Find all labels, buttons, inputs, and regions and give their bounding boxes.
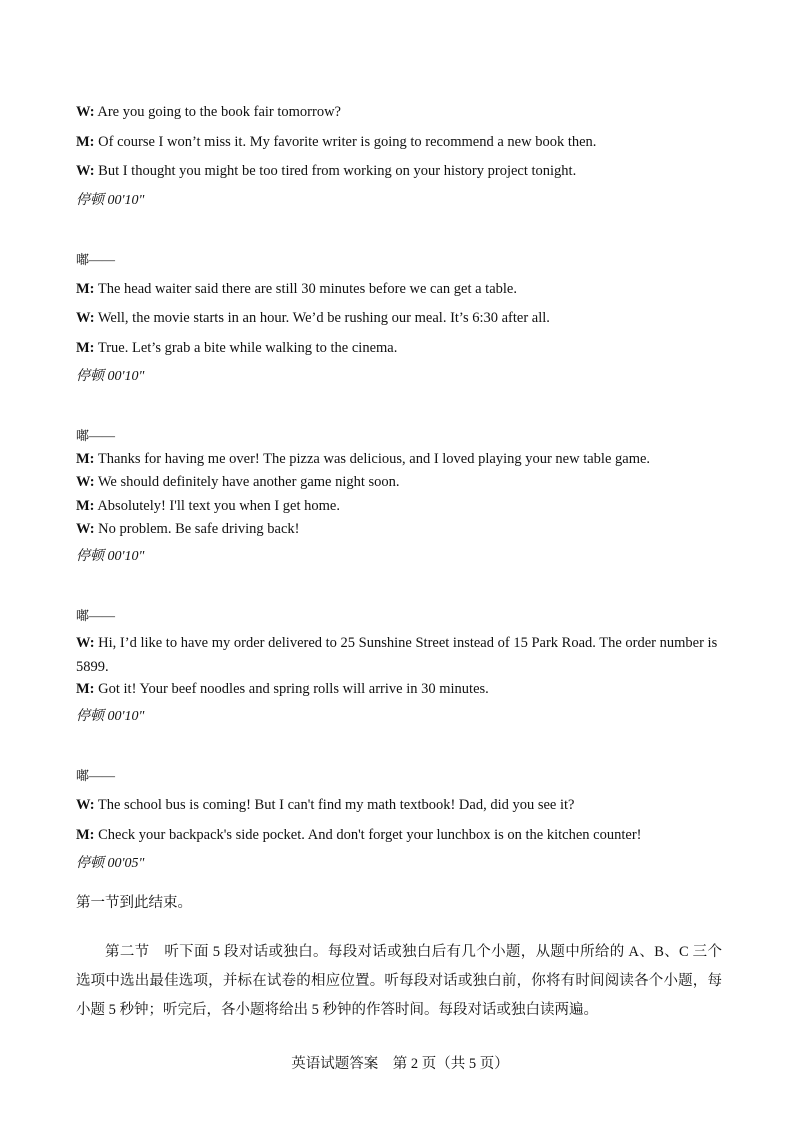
beep-marker: 嘟—— xyxy=(76,428,116,443)
pause-marker: 停顿 00'10" xyxy=(76,549,145,564)
speaker-label: W: xyxy=(76,474,95,490)
dialogue-line xyxy=(76,280,740,298)
dialogue-line xyxy=(76,473,740,491)
speaker-label: W: xyxy=(76,104,95,120)
dialogue-line xyxy=(76,133,740,151)
dialogue-line xyxy=(76,497,740,515)
dialogue-text: We should definitely have another game night soon. xyxy=(94,474,400,490)
section-2-instructions: 第二节 听下面 5 段对话或独白。每段对话或独白后有几个小题，从题中所给的 A、B、C 三个选项中选出最佳选项，并标在试卷的相应位置。听每段对话或独白前，你将有时间阅读各个小题，每小题 5 秒钟；听完后，各小题将给出 5 秒钟的作答时间。每段对话或独白读两遍。 xyxy=(76,944,722,1018)
speaker-label: W: xyxy=(76,635,95,651)
dialogue-text: But I thought you might be too tired from working on your history project tonight. xyxy=(94,163,577,179)
beep-marker: 嘟—— xyxy=(76,608,116,623)
section-end-note: 第一节到此结束。 xyxy=(76,895,192,911)
dialogue-text: Check your backpack's side pocket. And don't forget your lunchbox is on the kitchen counter! xyxy=(94,827,642,843)
dialogue-text: The school bus is coming! But I can't find my math textbook! Dad, did you see it? xyxy=(94,797,575,813)
dialogue-text: No problem. Be safe driving back! xyxy=(94,521,300,537)
speaker-label: W: xyxy=(76,310,95,326)
page-footer: 英语试题答案 第 2 页（共 5 页） xyxy=(291,1056,509,1072)
dialogue-line xyxy=(76,309,740,327)
speaker-label: W: xyxy=(76,521,95,537)
beep-marker: 嘟—— xyxy=(76,768,116,783)
dialogue-text: Hi, I’d like to have my order delivered to 25 Sunshine Street instead of 15 Park Road. The order number is 5899. xyxy=(76,635,718,675)
dialogue-line xyxy=(76,520,740,538)
dialogue-line xyxy=(76,450,740,468)
dialogue-line xyxy=(76,826,740,844)
dialogue-line xyxy=(76,796,740,814)
speaker-label: W: xyxy=(76,163,95,179)
dialogue-text: Of course I won’t miss it. My favorite writer is going to recommend a new book then. xyxy=(94,134,597,150)
dialogue-text: Are you going to the book fair tomorrow? xyxy=(94,104,341,120)
speaker-label: M: xyxy=(76,451,95,467)
speaker-label: M: xyxy=(76,827,95,843)
dialogue-text: Got it! Your beef noodles and spring rolls will arrive in 30 minutes. xyxy=(94,681,489,697)
speaker-label: M: xyxy=(76,134,95,150)
dialogue-text: Absolutely! I'll text you when I get home. xyxy=(94,498,340,514)
pause-marker: 停顿 00'10" xyxy=(76,369,145,384)
speaker-label: M: xyxy=(76,681,95,697)
speaker-label: M: xyxy=(76,281,95,297)
dialogue-line xyxy=(76,103,740,121)
dialogue-text: The head waiter said there are still 30 minutes before we can get a table. xyxy=(94,281,517,297)
pause-marker: 停顿 00'10" xyxy=(76,709,145,724)
dialogue-line xyxy=(76,339,740,357)
dialogue-text: Well, the movie starts in an hour. We’d be rushing our meal. It’s 6:30 after all. xyxy=(94,310,550,326)
pause-marker: 停顿 00'05" xyxy=(76,856,145,871)
dialogue-line xyxy=(76,162,740,180)
beep-marker: 嘟—— xyxy=(76,252,116,267)
dialogue-line xyxy=(76,631,726,679)
dialogue-text: True. Let’s grab a bite while walking to the cinema. xyxy=(94,340,398,356)
pause-marker: 停顿 00'10" xyxy=(76,193,145,208)
speaker-label: M: xyxy=(76,498,95,514)
speaker-label: M: xyxy=(76,340,95,356)
speaker-label: W: xyxy=(76,797,95,813)
dialogue-line xyxy=(76,680,740,698)
dialogue-text: Thanks for having me over! The pizza was delicious, and I loved playing your new table game. xyxy=(94,451,651,467)
